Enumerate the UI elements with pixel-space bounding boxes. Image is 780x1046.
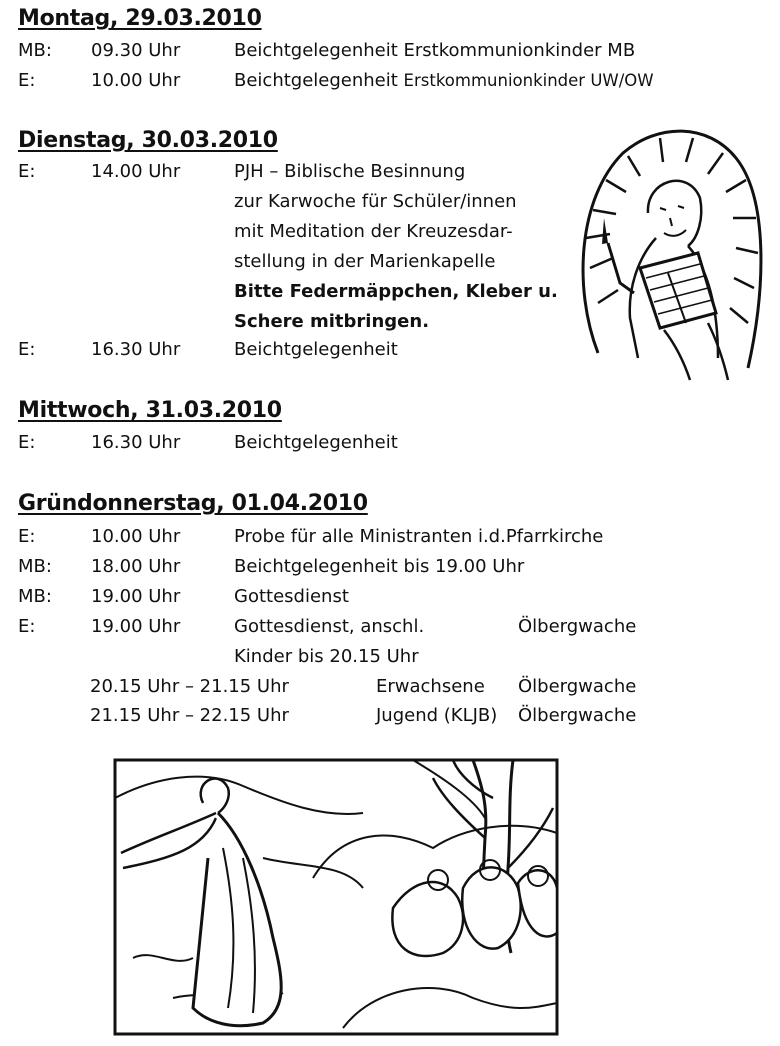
entry-time: 09.30 Uhr — [91, 40, 181, 61]
entry-location: E: — [18, 161, 36, 182]
entry-description: Gottesdienst, anschl. — [234, 616, 425, 637]
entry-kind: Ölbergwache — [518, 676, 637, 697]
schedule-entry — [0, 70, 780, 100]
entry-time: 19.00 Uhr — [91, 616, 181, 637]
entry-description-line: stellung in der Marienkapelle — [234, 251, 496, 272]
entry-description: Beichtgelegenheit — [234, 339, 398, 360]
day-heading-dienstag: Dienstag, 30.03.2010 — [18, 128, 278, 153]
day-heading-gruendonnerstag: Gründonnerstag, 01.04.2010 — [18, 491, 368, 516]
watch-time-range: 20.15 Uhr – 21.15 Uhr — [90, 676, 289, 697]
schedule-entry — [0, 432, 780, 462]
entry-description-part: Beichtgelegenheit — [234, 70, 404, 91]
watch-entry — [0, 676, 780, 706]
entry-location: MB: — [18, 556, 52, 577]
schedule-entry — [0, 40, 780, 70]
entry-kind: Ölbergwache — [518, 705, 637, 726]
day-heading-mittwoch: Mittwoch, 31.03.2010 — [18, 398, 282, 423]
gethsemane-illustration — [113, 758, 559, 1036]
entry-time: 19.00 Uhr — [91, 586, 181, 607]
watch-entry — [0, 705, 780, 735]
schedule-entry — [0, 616, 780, 646]
watch-group: Erwachsene — [376, 676, 485, 697]
entry-kind: Ölbergwache — [518, 616, 637, 637]
entry-description: Beichtgelegenheit — [234, 432, 398, 453]
entry-description: Probe für alle Ministranten i.d.Pfarrkirche — [234, 526, 604, 547]
entry-time: 14.00 Uhr — [91, 161, 181, 182]
entry-time: 16.30 Uhr — [91, 432, 181, 453]
entry-description-line: zur Karwoche für Schüler/innen — [234, 191, 517, 212]
schedule-entry — [0, 526, 780, 556]
entry-description-line: PJH – Biblische Besinnung — [234, 161, 466, 182]
entry-location: E: — [18, 616, 36, 637]
watch-time-range: 21.15 Uhr – 22.15 Uhr — [90, 705, 289, 726]
entry-time: 16.30 Uhr — [91, 339, 181, 360]
entry-description-line: mit Meditation der Kreuzesdar- — [234, 221, 513, 242]
entry-description-part: Erstkommunionkinder UW/OW — [403, 71, 654, 90]
entry-location: E: — [18, 432, 36, 453]
entry-description — [234, 70, 654, 91]
entry-location: E: — [18, 526, 36, 547]
entry-description: Beichtgelegenheit Erstkommunionkinder MB — [234, 40, 636, 61]
schedule-entry — [0, 556, 780, 586]
day-heading-montag: Montag, 29.03.2010 — [18, 6, 262, 31]
entry-location: MB: — [18, 40, 52, 61]
entry-description: Beichtgelegenheit bis 19.00 Uhr — [234, 556, 525, 577]
entry-location: E: — [18, 70, 36, 91]
entry-time: 18.00 Uhr — [91, 556, 181, 577]
watch-group: Jugend (KLJB) — [376, 705, 498, 726]
entry-time: 10.00 Uhr — [91, 70, 181, 91]
entry-time: 10.00 Uhr — [91, 526, 181, 547]
schedule-entry — [0, 586, 780, 616]
entry-location: E: — [18, 339, 36, 360]
entry-description-line: Bitte Federmäppchen, Kleber u. — [234, 281, 558, 302]
entry-location: MB: — [18, 586, 52, 607]
jesus-reading-illustration — [568, 118, 768, 383]
entry-description-line: Schere mitbringen. — [234, 311, 430, 332]
entry-description: Gottesdienst — [234, 586, 349, 607]
entry-description-line: Kinder bis 20.15 Uhr — [234, 646, 419, 667]
